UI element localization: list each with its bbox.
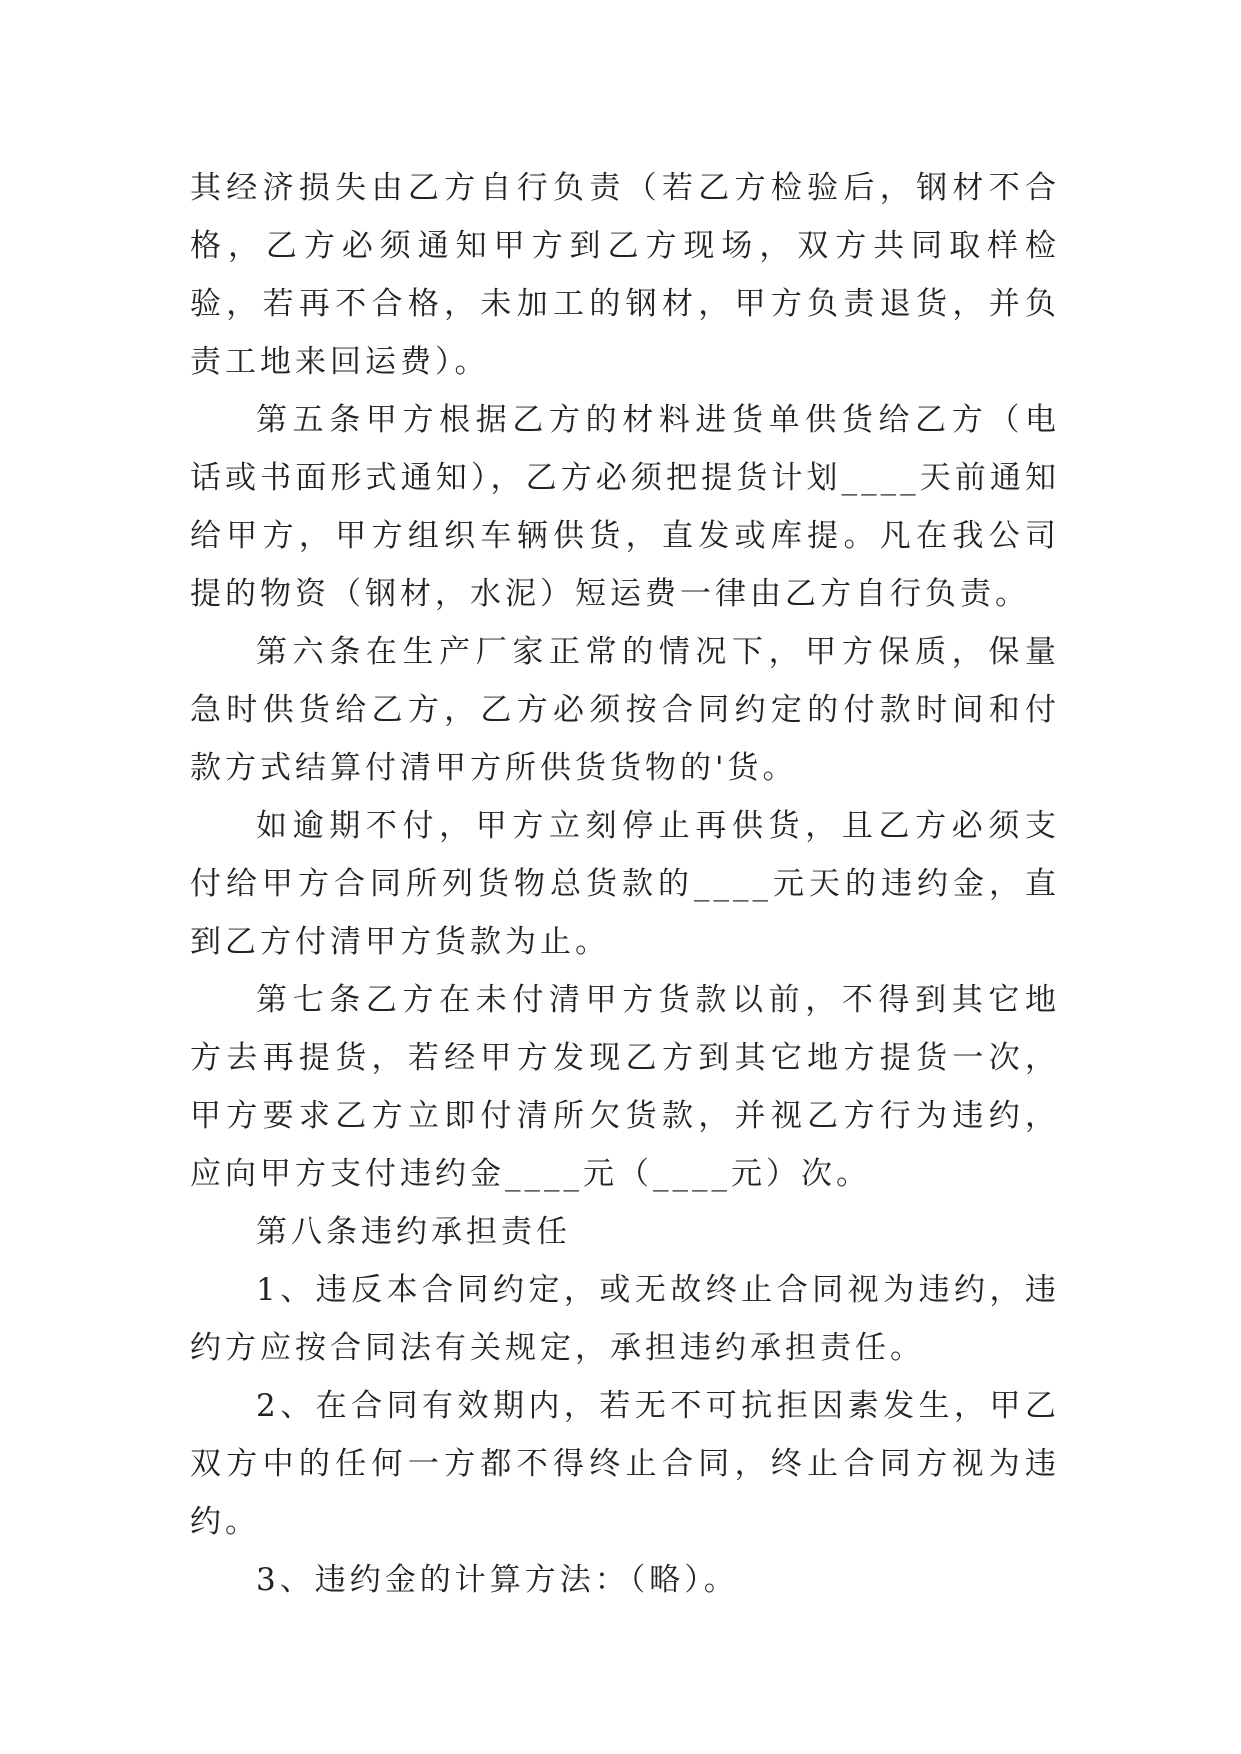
paragraph-clause-3: 3、违约金的计算方法：（略）。 [256, 1562, 739, 1598]
paragraph-article-8-heading: 第八条违约承担责任 [256, 1214, 571, 1250]
paragraph-article-7: 第七条乙方在未付清甲方货款以前，不得到其它地方去再提货，若经甲方发现乙方到其它地方提货一次，甲方要求乙方立即付清所欠货款，并视乙方行为违约，应向甲方支付违约金____元（____元）次。 [190, 982, 1060, 1192]
paragraph-clause-2: 2、在合同有效期内，若无不可抗拒因素发生，甲乙双方中的任何一方都不得终止合同，终止合同方视为违约。 [190, 1388, 1060, 1540]
paragraph-clause-1: 1、违反本合同约定，或无故终止合同视为违约，违约方应按合同法有关规定，承担违约承担责任。 [190, 1272, 1060, 1366]
paragraph-article-5: 第五条甲方根据乙方的材料进货单供货给乙方（电话或书面形式通知），乙方必须把提货计划____天前通知给甲方，甲方组织车辆供货，直发或库提。凡在我公司提的物资（钢材，水泥）短运费一律由乙方自行负责。 [190, 402, 1060, 612]
paragraph-article-6: 第六条在生产厂家正常的情况下，甲方保质，保量急时供货给乙方，乙方必须按合同约定的付款时间和付款方式结算付清甲方所供货货物的'货。 [190, 634, 1060, 786]
document-body [190, 159, 1060, 1609]
paragraph-overdue-payment: 如逾期不付，甲方立刻停止再供货，且乙方必须支付给甲方合同所列货物总货款的____元天的违约金，直到乙方付清甲方货款为止。 [190, 808, 1060, 960]
paragraph-continuation: 其经济损失由乙方自行负责（若乙方检验后，钢材不合格，乙方必须通知甲方到乙方现场，双方共同取样检验，若再不合格，未加工的钢材，甲方负责退货，并负责工地来回运费）。 [190, 170, 1060, 380]
